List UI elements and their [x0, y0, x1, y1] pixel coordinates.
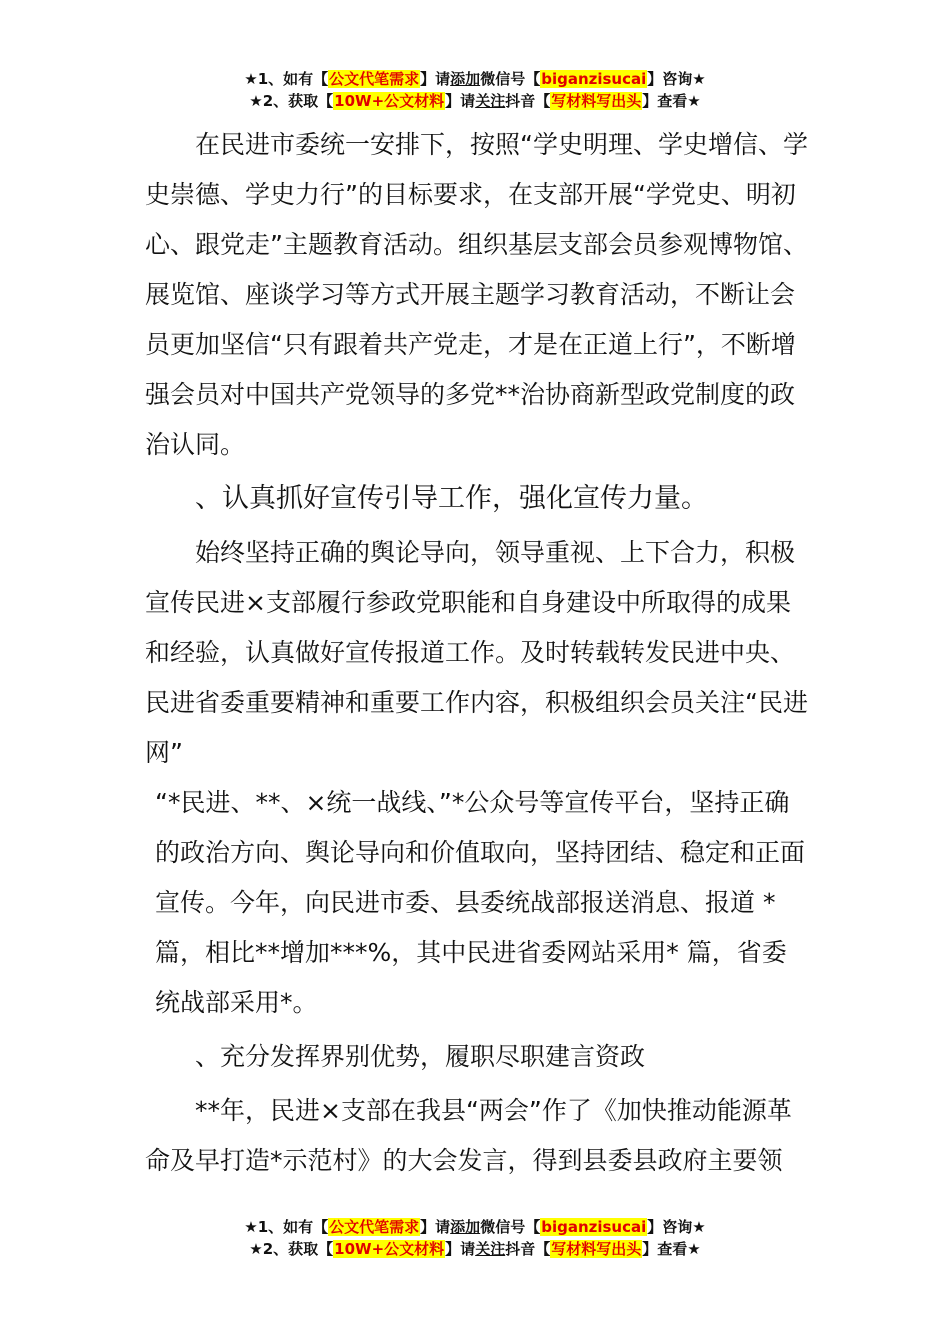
star-icon: ★: [244, 1218, 258, 1236]
banner-text: 抖音【: [505, 1240, 551, 1258]
highlight-douyin-id: 写材料写出头: [551, 1240, 642, 1258]
banner-text: 】请: [445, 92, 476, 110]
paragraph-study-history: 在民进市委统一安排下，按照“学史明理、学史增信、学史崇德、学史力行”的目标要求，在支部开展“学党史、明初心、跟党走”主题教育活动。组织基层支部会员参观博物馆、展览馆、座谈学习等方式开展主题学习教育活动，不断让会员更加坚信“只有跟着共产党走，才是在正道上行”，不断增强会员对中国共产党领导的多党**治协商新型政党制度的政治认同。: [145, 130, 808, 459]
banner-text: 】咨询: [647, 70, 693, 88]
banner-text: 】请: [420, 1218, 451, 1236]
banner-text: 抖音【: [505, 92, 551, 110]
star-icon: ★: [692, 1218, 706, 1236]
banner-text: 】咨询: [647, 1218, 693, 1236]
section-heading-advice: 、充分发挥界别优势，履职尽职建言资政: [195, 1042, 646, 1071]
banner-text: 2、获取【: [262, 92, 334, 110]
underlined-text: 关注: [475, 92, 506, 110]
highlight-service: 公文代笔需求: [329, 70, 420, 88]
banner-text: 1、如有【: [257, 70, 329, 88]
banner-text: 微信号【: [480, 70, 541, 88]
paragraph-platforms: “*民进、**、×统一战线、”*公众号等宣传平台，坚持正确的政治方向、舆论导向和价值取向，坚持团结、稳定和正面宣传。今年，向民进市委、县委统战部报送消息、报道 *篇，相比**增加***%，其中民进省委网站采用* 篇，省委统战部采用*。: [155, 788, 806, 1017]
star-icon: ★: [692, 70, 706, 88]
document-body: [145, 120, 810, 1186]
underlined-text: 添加: [450, 1218, 481, 1236]
banner-text: 】请: [445, 1240, 476, 1258]
underlined-text: 关注: [475, 1240, 506, 1258]
star-icon: ★: [687, 92, 701, 110]
highlight-materials: 10W+公文材料: [334, 92, 445, 110]
banner-text: 】请: [420, 70, 451, 88]
highlight-wechat-id: biganzisucai: [541, 1218, 647, 1236]
banner-line-2: [0, 90, 950, 112]
banner-text: 2、获取【: [262, 1240, 334, 1258]
highlight-service: 公文代笔需求: [329, 1218, 420, 1236]
banner-text: 1、如有【: [257, 1218, 329, 1236]
footer-banner: [0, 1216, 950, 1260]
banner-text: 】查看: [642, 1240, 688, 1258]
banner-text: 】查看: [642, 92, 688, 110]
star-icon: ★: [244, 70, 258, 88]
highlight-materials: 10W+公文材料: [334, 1240, 445, 1258]
paragraph-publicity: 始终坚持正确的舆论导向，领导重视、上下合力，积极宣传民进×支部履行参政党职能和自身建设中所取得的成果和经验，认真做好宣传报道工作。及时转载转发民进中央、民进省委重要精神和重要工作内容，积极组织会员关注“民进网”: [145, 538, 808, 767]
paragraph-two-sessions: **年，民进×支部在我县“两会”作了《加快推动能源革命及早打造*示范村》的大会发言，得到县委县政府主要领: [145, 1096, 792, 1175]
highlight-wechat-id: biganzisucai: [541, 70, 647, 88]
underlined-text: 添加: [450, 70, 481, 88]
star-icon: ★: [249, 1240, 263, 1258]
banner-text: 微信号【: [480, 1218, 541, 1236]
star-icon: ★: [687, 1240, 701, 1258]
banner-line-1: [0, 1216, 950, 1238]
banner-line-1: [0, 68, 950, 90]
header-banner: [0, 68, 950, 112]
star-icon: ★: [249, 92, 263, 110]
banner-line-2: [0, 1238, 950, 1260]
section-heading-publicity: 、认真抓好宣传引导工作，强化宣传力量。: [195, 483, 708, 514]
highlight-douyin-id: 写材料写出头: [551, 92, 642, 110]
